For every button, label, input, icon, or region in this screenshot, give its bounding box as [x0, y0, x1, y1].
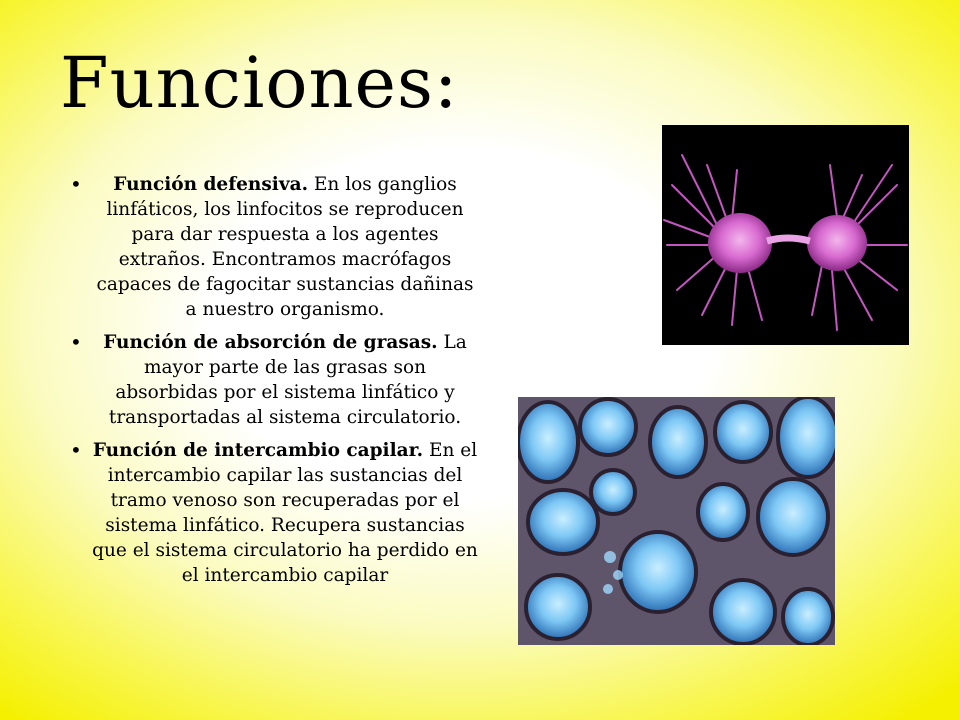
lymphocytes-micrograph-image: [518, 397, 835, 645]
bullet-heading: Función de intercambio capilar.: [92, 440, 424, 461]
bullet-dot-icon: •: [70, 330, 82, 354]
bullet-text: La mayor parte de las grasas son absorbidas por el sistema linfático y transportadas al sistema circulatorio.: [108, 332, 467, 428]
bullet-dot-icon: •: [70, 172, 82, 196]
bullet-item-fat-absorption: [70, 330, 478, 430]
bullet-list: [70, 172, 478, 596]
bullet-item-capillary-exchange: [70, 438, 478, 588]
slide-title: Funciones:: [60, 42, 459, 124]
bullet-heading: Función defensiva.: [113, 174, 309, 195]
bullet-heading: Función de absorción de grasas.: [103, 332, 438, 353]
dividing-lymphocytes-image: [662, 125, 909, 345]
bullet-dot-icon: •: [70, 438, 82, 462]
bullet-text: En los ganglios linfáticos, los linfocitos se reproducen para dar respuesta a los agentes extraños. Encontramos macrófagos capaces de fagocitar sustancias dañinas a nuestro organismo.: [96, 174, 474, 320]
bullet-text: En el intercambio capilar las sustancias del tramo venoso son recuperadas por el sistema linfático. Recupera sustancias que el sistema circulatorio ha perdido en el intercambio capilar: [92, 440, 478, 586]
bullet-item-defensive: [70, 172, 478, 322]
